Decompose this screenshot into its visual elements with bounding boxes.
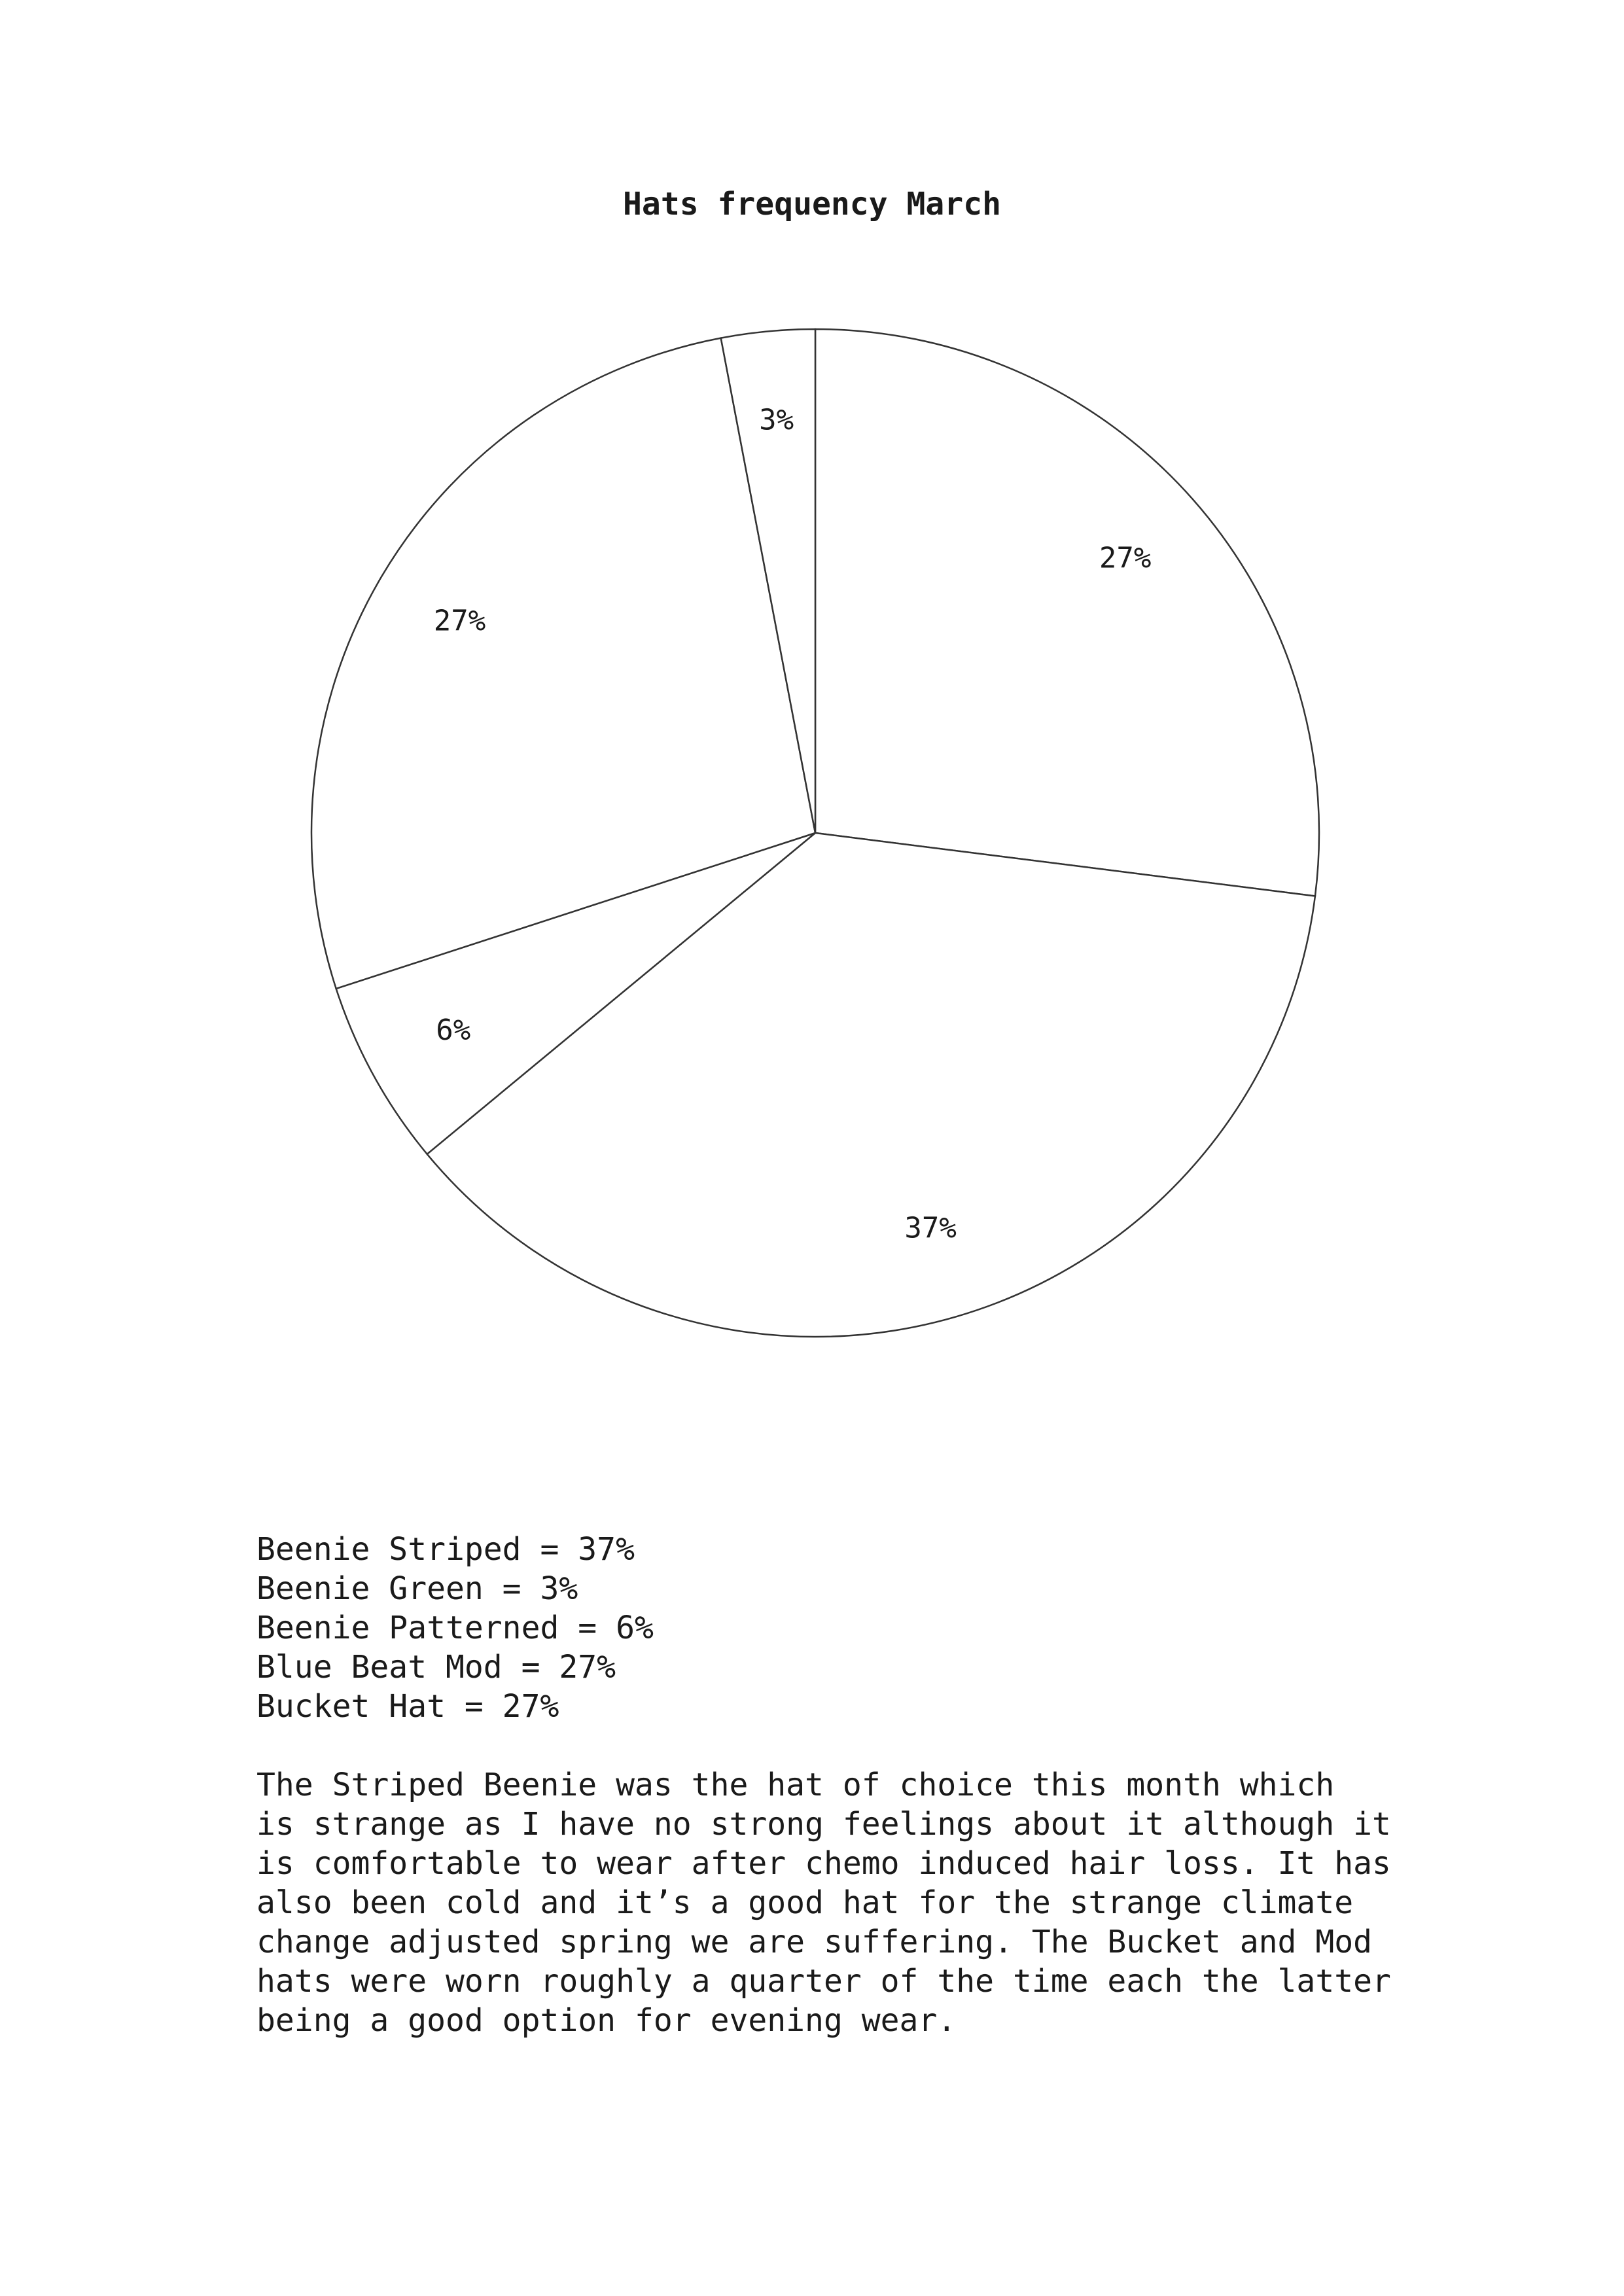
slice-label: 6%	[436, 1014, 471, 1048]
description-line: is strange as I have no strong feelings about it although it	[256, 1806, 1391, 1843]
legend-list	[256, 1530, 654, 1726]
legend-item: Bucket Hat = 27%	[256, 1688, 559, 1725]
legend-item: Beenie Patterned = 6%	[256, 1610, 654, 1646]
description-line: change adjusted spring we are suffering. The Bucket and Mod	[256, 1924, 1373, 1960]
legend-item: Beenie Striped = 37%	[256, 1531, 635, 1568]
pie-slice	[815, 329, 1319, 896]
description-line: being a good option for evening wear.	[256, 2002, 957, 2039]
description-paragraph	[256, 1765, 1500, 2040]
slice-label: 27%	[1099, 541, 1152, 575]
description-line: is comfortable to wear after chemo induced hair loss. It has	[256, 1845, 1391, 1882]
description-line: The Striped Beenie was the hat of choice this month which	[256, 1767, 1335, 1803]
slice-label: 3%	[759, 403, 794, 437]
slice-label: 27%	[433, 604, 486, 638]
chart-title: Hats frequency March	[623, 186, 1001, 222]
description-line: hats were worn roughly a quarter of the time each the latter	[256, 1963, 1391, 2000]
legend-item: Blue Beat Mod = 27%	[256, 1649, 616, 1686]
slice-label: 37%	[904, 1211, 957, 1245]
legend-item: Beenie Green = 3%	[256, 1570, 578, 1607]
description-line: also been cold and it’s a good hat for the strange climate	[256, 1884, 1354, 1921]
